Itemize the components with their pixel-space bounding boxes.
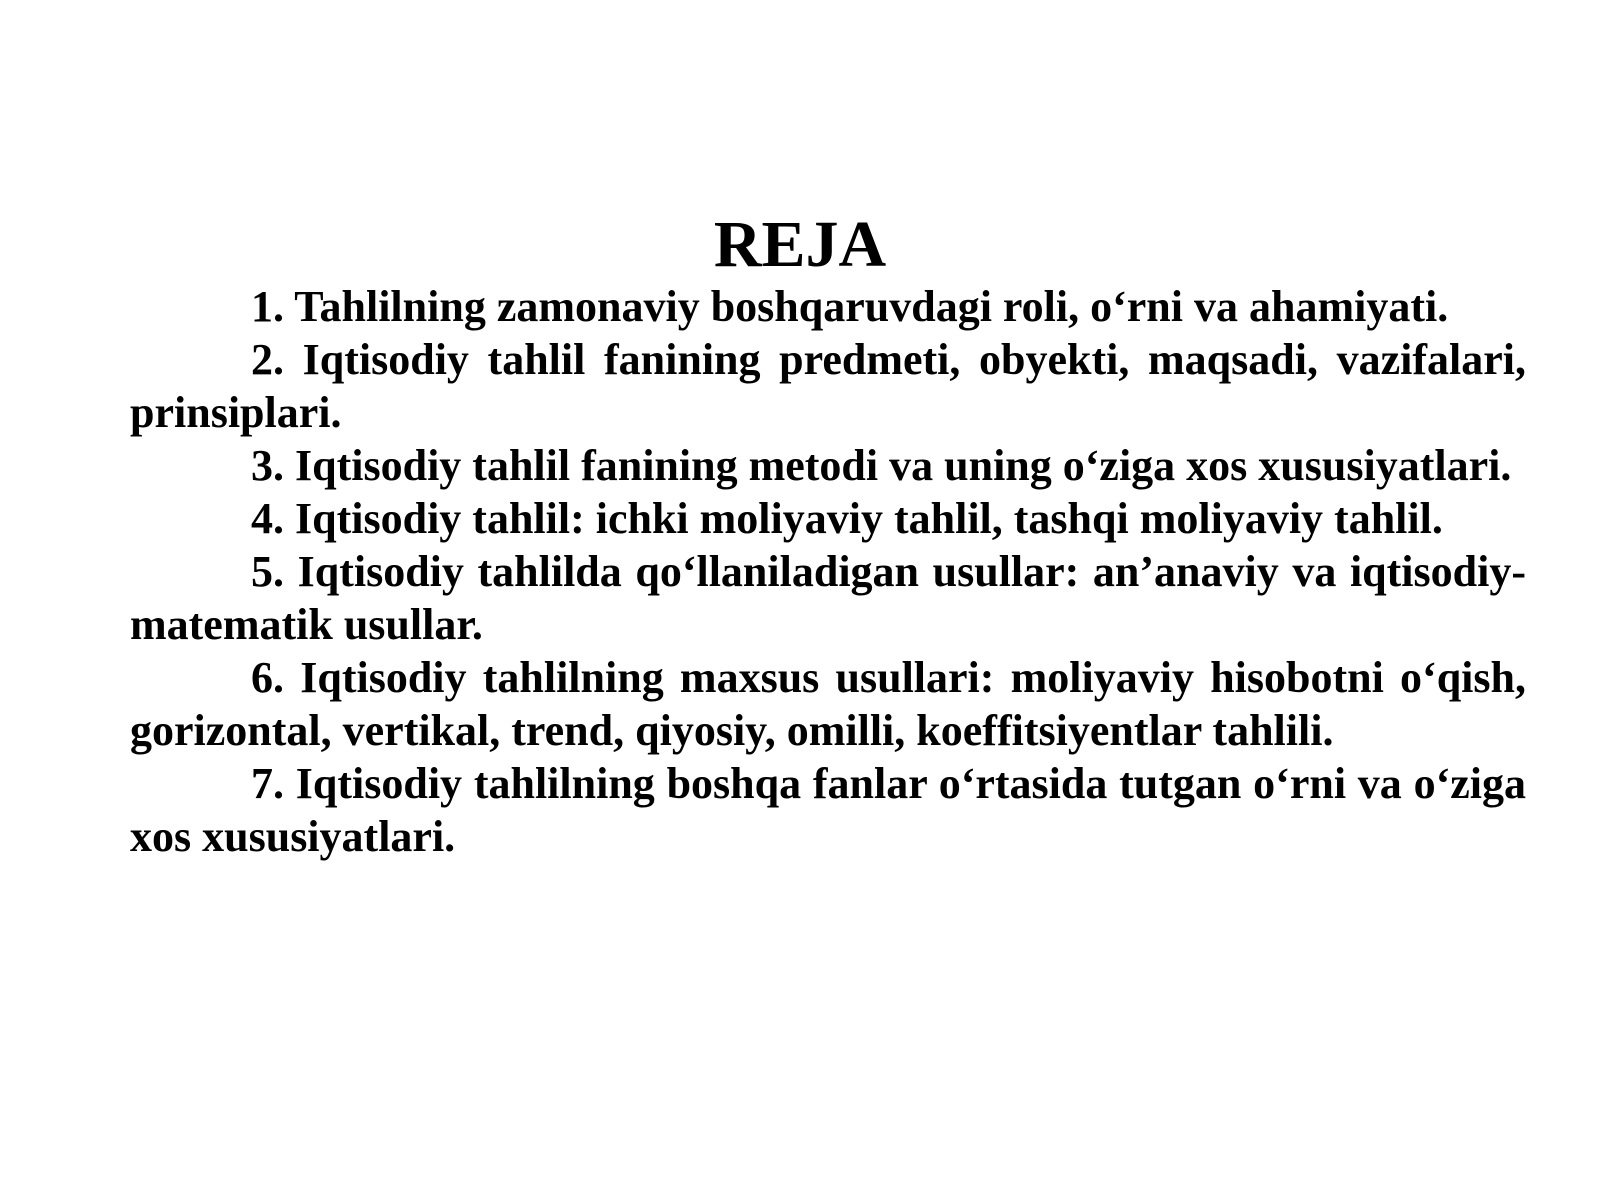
plan-item-2: 2. Iqtisodiy tahlil fanining predmeti, obyekti, maqsadi, vazifalari, prinsiplari.: [130, 335, 1526, 437]
plan-list: [130, 280, 1526, 863]
slide-title: REJA: [713, 208, 887, 281]
plan-item-4: 4. Iqtisodiy tahlil: ichki moliyaviy tahlil, tashqi moliyaviy tahlil.: [251, 494, 1443, 543]
plan-item-1: 1. Tahlilning zamonaviy boshqaruvdagi roli, o‘rni va ahamiyati.: [251, 282, 1449, 331]
plan-item-6: 6. Iqtisodiy tahlilning maxsus usullari: moliyaviy hisobotni o‘qish, gorizontal, vertikal, trend, qiyosiy, omilli, koeffitsiyentlar tahlili.: [130, 653, 1526, 755]
plan-item-3: 3. Iqtisodiy tahlil fanining metodi va uning o‘ziga xos xususiyatlari.: [251, 441, 1512, 490]
plan-item-5: 5. Iqtisodiy tahlilda qo‘llaniladigan usullar: an’anaviy va iqtisodiy-matematik usullar.: [130, 547, 1526, 649]
plan-item-7: 7. Iqtisodiy tahlilning boshqa fanlar o‘rtasida tutgan o‘rni va o‘ziga xos xususiyatlari.: [130, 759, 1526, 861]
